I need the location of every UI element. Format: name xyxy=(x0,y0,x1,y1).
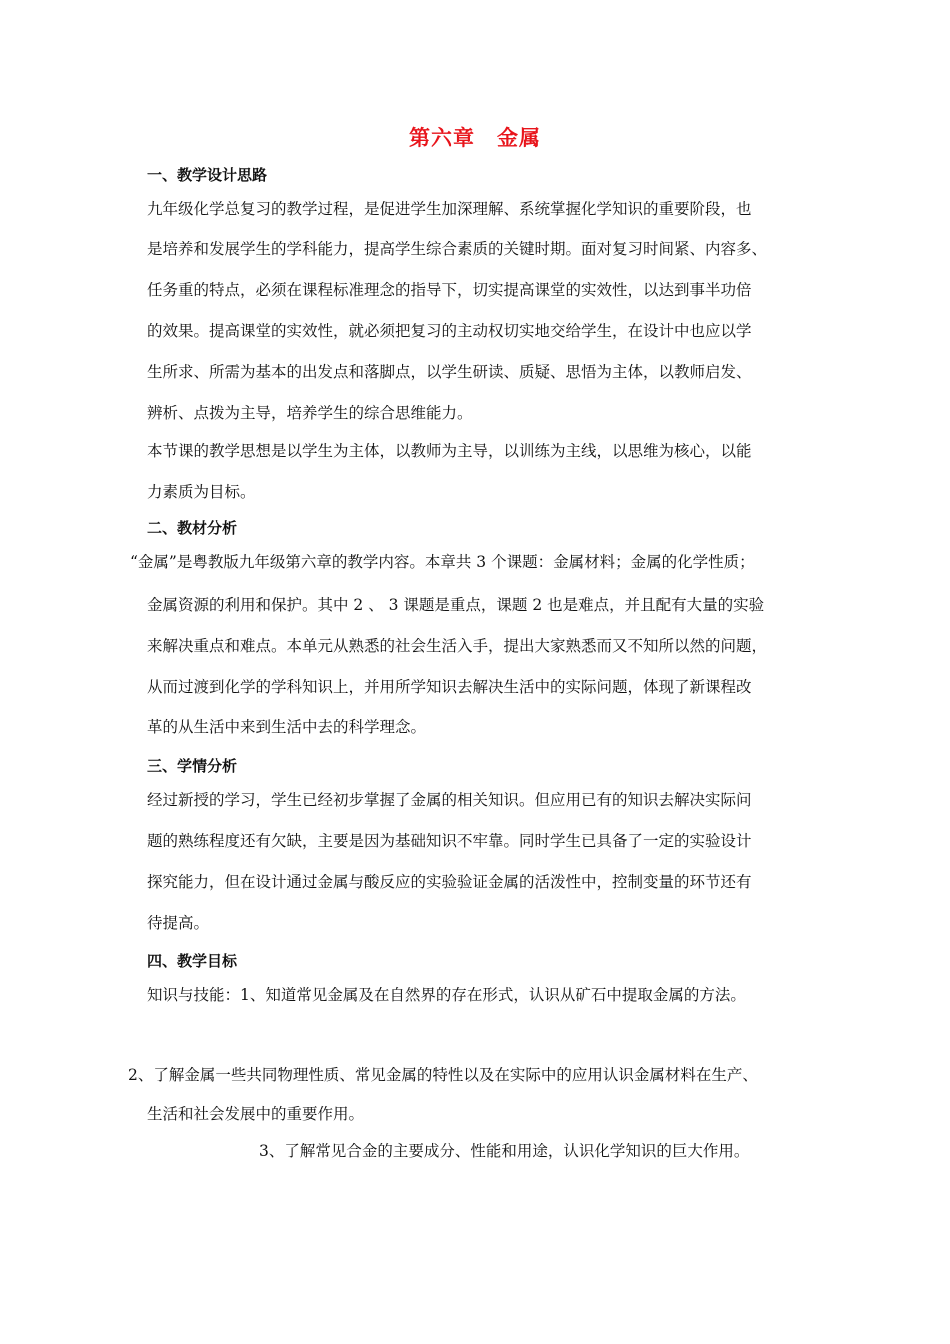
section-heading: 一、教学设计思路 xyxy=(147,166,268,184)
paragraph-line: 知识与技能：1、知道常见金属及在自然界的存在形式，认识从矿石中提取金属的方法。 xyxy=(147,986,746,1004)
paragraph-line: 金属资源的利用和保护。其中 2 、 3 课题是重点，课题 2 也是难点，并且配有大量的实验 xyxy=(147,596,765,614)
paragraph-line: “金属”是粤教版九年级第六章的教学内容。本章共 3 个课题：金属材料；金属的化学性质； xyxy=(130,553,755,571)
paragraph-line: 革的从生活中来到生活中去的科学理念。 xyxy=(147,718,427,736)
paragraph-line: 来解决重点和难点。本单元从熟悉的社会生活入手，提出大家熟悉而又不知所以然的问题， xyxy=(147,637,768,655)
paragraph-line: 力素质为目标。 xyxy=(147,483,256,501)
paragraph-line: 2、了解金属一些共同物理性质、常见金属的特性以及在实际中的应用认识金属材料在生产、 xyxy=(128,1066,758,1084)
paragraph-line: 是培养和发展学生的学科能力，提高学生综合素质的关键时期。面对复习时间紧、内容多、 xyxy=(147,240,768,258)
paragraph-line: 九年级化学总复习的教学过程，是促进学生加深理解、系统掌握化学知识的重要阶段，也 xyxy=(147,200,752,218)
paragraph-line: 3、了解常见合金的主要成分、性能和用途，认识化学知识的巨大作用。 xyxy=(259,1142,750,1160)
section-heading: 三、学情分析 xyxy=(147,757,238,775)
paragraph-line: 本节课的教学思想是以学生为主体，以教师为主导，以训练为主线，以思维为核心，以能 xyxy=(147,442,752,460)
paragraph-line: 生活和社会发展中的重要作用。 xyxy=(147,1105,365,1123)
paragraph-line: 生所求、所需为基本的出发点和落脚点，以学生研读、质疑、思悟为主体，以教师启发、 xyxy=(147,363,752,381)
paragraph-line: 任务重的特点，必须在课程标准理念的指导下，切实提高课堂的实效性，以达到事半功倍 xyxy=(147,281,752,299)
paragraph-line: 待提高。 xyxy=(147,914,210,932)
paragraph-line: 探究能力，但在设计通过金属与酸反应的实验验证金属的活泼性中，控制变量的环节还有 xyxy=(147,873,752,891)
paragraph-line: 题的熟练程度还有欠缺，主要是因为基础知识不牢靠。同时学生已具备了一定的实验设计 xyxy=(147,832,752,850)
paragraph-line: 经过新授的学习，学生已经初步掌握了金属的相关知识。但应用已有的知识去解决实际问 xyxy=(147,791,752,809)
section-heading: 二、教材分析 xyxy=(147,519,238,537)
paragraph-line: 辨析、点拨为主导，培养学生的综合思维能力。 xyxy=(147,404,473,422)
paragraph-line: 从而过渡到化学的学科知识上，并用所学知识去解决生活中的实际问题，体现了新课程改 xyxy=(147,678,752,696)
section-heading: 四、教学目标 xyxy=(147,952,238,970)
page-title: 第六章 金属 xyxy=(409,126,541,150)
paragraph-line: 的效果。提高课堂的实效性，就必须把复习的主动权切实地交给学生，在设计中也应以学 xyxy=(147,322,752,340)
